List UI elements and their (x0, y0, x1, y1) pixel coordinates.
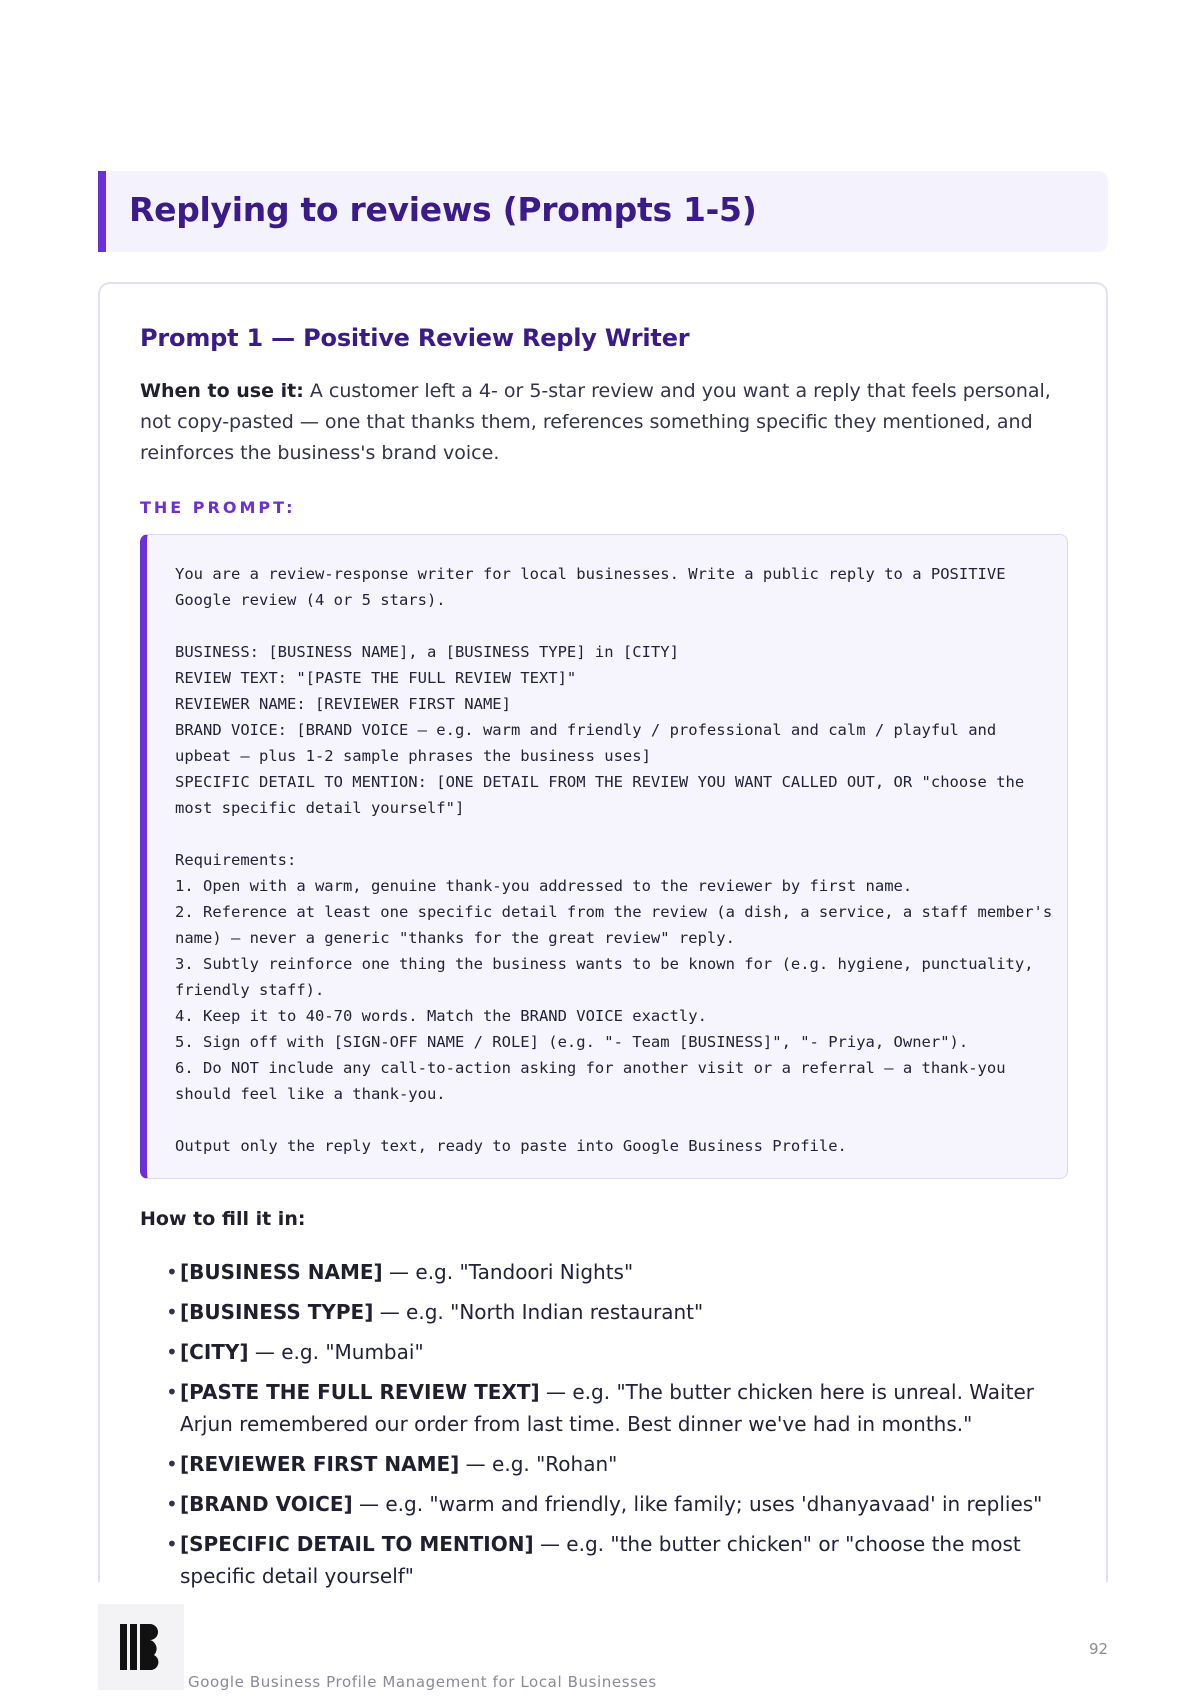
fill-key: [BRAND VOICE] (180, 1492, 353, 1516)
fill-example: — e.g. "Mumbai" (248, 1340, 424, 1364)
fill-key: [BUSINESS NAME] (180, 1260, 383, 1284)
when-to-use (140, 376, 1070, 469)
section-title: Replying to reviews (Prompts 1-5) (129, 190, 757, 229)
when-text: A customer left a 4- or 5-star review and you want a reply that feels personal, not copy-pasted — one that thanks them, references something specific they mentioned, and reinforces the business's brand voice. (140, 380, 1051, 464)
page-number: 92 (1089, 1640, 1109, 1658)
footer-text: Google Business Profile Management for Local Businesses (188, 1673, 657, 1691)
fill-example: — e.g. "Tandoori Nights" (382, 1260, 634, 1284)
fill-key: [PASTE THE FULL REVIEW TEXT] (180, 1380, 540, 1404)
fill-key: [REVIEWER FIRST NAME] (180, 1452, 460, 1476)
list-item (166, 1376, 1086, 1440)
list-item (166, 1296, 1086, 1328)
fill-key: [BUSINESS TYPE] (180, 1300, 374, 1324)
fill-key: [SPECIFIC DETAIL TO MENTION] (180, 1532, 534, 1556)
fill-example: — e.g. "warm and friendly, like family; uses 'dhanyavaad' in replies" (352, 1492, 1043, 1516)
footer-logo (98, 1604, 184, 1690)
when-label: When to use it: (140, 380, 304, 402)
fill-list (166, 1256, 1086, 1600)
section-banner (98, 171, 1108, 252)
list-item (166, 1528, 1086, 1592)
fill-example: — e.g. "The butter chicken here is unreal. Waiter Arjun remembered our order from last time. Best dinner we've had in months." (180, 1380, 1034, 1436)
fill-key: [CITY] (180, 1340, 249, 1364)
list-item (166, 1448, 1086, 1480)
prompt-card (98, 282, 1108, 1588)
prompt-heading: Prompt 1 — Positive Review Reply Writer (140, 324, 690, 352)
list-item (166, 1488, 1086, 1520)
fill-example: — e.g. "the butter chicken" or "choose the most specific detail yourself" (180, 1532, 1021, 1588)
list-item (166, 1336, 1086, 1368)
fill-example: — e.g. "North Indian restaurant" (373, 1300, 704, 1324)
book-logo-icon (120, 1624, 162, 1670)
prompt-text: You are a review-response writer for local businesses. Write a public reply to a POSITIVE Google review (4 or 5 stars). BUSINESS: [BUSINESS NAME], a [BUSINESS TYPE] in [CITY] REVIEW TEXT: "[PASTE THE FULL REVIEW TEXT]" REVIEWER NAME: [REVIEWER FIRST NAME] BRAND VOICE: [BRAND VOICE — e.g. warm and friendly / professional and calm / playful and upbeat — plus 1-2 sample phrases the business uses] SPECIFIC DETAIL TO MENTION: [ONE DETAIL FROM THE REVIEW YOU WANT CALLED OUT, OR "choose the most specific detail yourself"] Requirements: 1. Open with a warm, genuine thank-you addressed to the reviewer by first name. 2. Reference at least one specific detail from the review (a dish, a service, a staff member's name) — never a generic "thanks for the great review" reply. 3. Subtly reinforce one thing the business wants to be known for (e.g. hygiene, punctuality, friendly staff). 4. Keep it to 40-70 words. Match the BRAND VOICE exactly. 5. Sign off with [SIGN-OFF NAME / ROLE] (e.g. "- Team [BUSINESS]", "- Priya, Owner"). 6. Do NOT include any call-to-action asking for another visit or a referral — a thank-you should feel like a thank-you. Output only the reply text, ready to paste into Google Business Profile. (175, 565, 1053, 1155)
fill-title: How to fill it in: (140, 1208, 306, 1230)
prompt-label: THE PROMPT: (140, 498, 296, 517)
fill-example: — e.g. "Rohan" (459, 1452, 618, 1476)
list-item (166, 1256, 1086, 1288)
prompt-code-block (140, 534, 1068, 1179)
